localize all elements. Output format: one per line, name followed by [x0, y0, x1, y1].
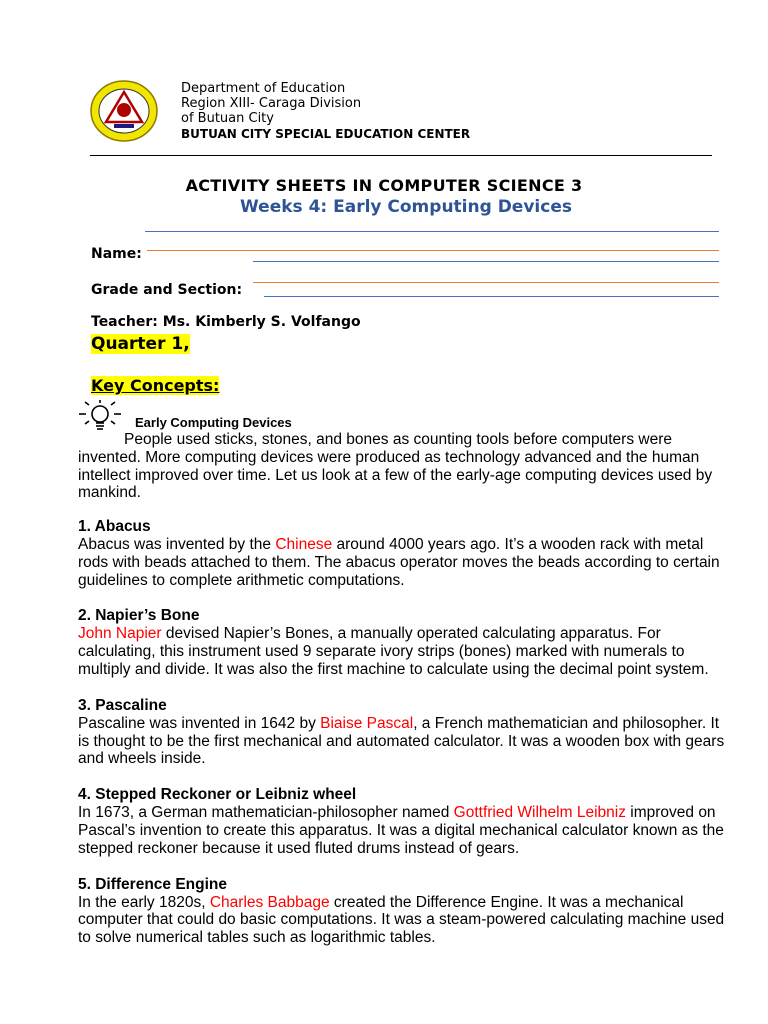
- section-body: [78, 804, 730, 857]
- body-text: , a French mathematician and philosopher. It is thought to be the first mechanical and automated calculator. It was a wooden box with gears and wheels inside.: [78, 714, 725, 768]
- quarter-text: Quarter 1,: [91, 334, 190, 354]
- body-text: In the early 1820s,: [78, 893, 210, 911]
- page-subtitle: Weeks 4: Early Computing Devices: [240, 197, 572, 217]
- grade-line-top: [253, 282, 719, 283]
- name-field[interactable]: [253, 261, 719, 262]
- section-stepped-reckoner: [78, 786, 730, 857]
- section-title: 5. Difference Engine: [78, 875, 228, 893]
- inventor-name: Chinese: [275, 536, 333, 553]
- section-body: [78, 625, 730, 678]
- topic-heading: Early Computing Devices: [135, 415, 292, 430]
- org-line-3: of Butuan City: [181, 111, 274, 126]
- org-line-1: Department of Education: [181, 81, 346, 96]
- org-line-2: Region XIII- Caraga Division: [181, 96, 362, 111]
- section-title: 3. Pascaline: [78, 696, 167, 714]
- body-text: Pascaline was invented in 1642 by: [78, 714, 321, 732]
- section-body: [78, 894, 730, 947]
- grade-section-label: Grade and Section:: [91, 282, 243, 298]
- section-title: 4. Stepped Reckoner or Leibniz wheel: [78, 786, 357, 804]
- body-text: devised Napier’s Bones, a manually operated calculating apparatus. For calculating, this instrument used 9 separate ivory strips (bones) marked with numerals to multiply and divide. It was also the first machine to calculate using the decimal point system.: [78, 625, 709, 678]
- grade-section-field[interactable]: [264, 296, 719, 297]
- school-name: BUTUAN CITY SPECIAL EDUCATION CENTER: [181, 127, 471, 141]
- inventor-name: Gottfried Wilhelm Leibniz: [453, 804, 626, 822]
- inventor-name: Biaise Pascal: [320, 714, 414, 732]
- deped-seal-logo: [90, 80, 158, 142]
- key-concepts-heading: [91, 376, 219, 395]
- name-line-top: [147, 250, 719, 251]
- section-difference-engine: [78, 876, 730, 947]
- inventor-name: John Napier: [78, 625, 162, 643]
- section-body: [78, 536, 730, 589]
- section-title: 2. Napier’s Bone: [78, 607, 200, 625]
- section-pascaline: [78, 697, 730, 768]
- body-text: Abacus was invented by the: [78, 536, 276, 553]
- name-label: Name:: [91, 246, 142, 262]
- body-text: In 1673, a German mathematician-philosopher named: [78, 804, 454, 822]
- body-text: around 4000 years ago. It’s a wooden rack with metal rods with beads attached to them. The abacus operator moves the beads according to certain guidelines to complete arithmetic computations.: [78, 536, 720, 589]
- sections-container: [78, 518, 730, 947]
- key-concepts-text: Key Concepts:: [91, 376, 220, 395]
- section-body: [78, 715, 730, 768]
- header-divider: [90, 155, 712, 156]
- page-title: ACTIVITY SHEETS IN COMPUTER SCIENCE 3: [185, 176, 583, 195]
- divider-line: [145, 231, 719, 232]
- intro-paragraph: People used sticks, stones, and bones as counting tools before computers were invented. More computing devices were produced as technology advanced and the human intellect improved over time. Let us look at a few of the early-age computing devices used by mankind.: [78, 431, 713, 502]
- section-title: 1. Abacus: [78, 518, 151, 535]
- quarter-label: [91, 334, 190, 354]
- body-text: improved on Pascal’s invention to create this apparatus. It was a digital mechanical calculator known as the stepped reckoner because it used fluted drums instead of gears.: [78, 804, 724, 857]
- teacher-line: Teacher: Ms. Kimberly S. Volfango: [91, 314, 361, 330]
- section-abacus: [78, 518, 730, 589]
- section-napiers-bone: [78, 607, 730, 678]
- inventor-name: Charles Babbage: [209, 893, 330, 911]
- body-text: created the Difference Engine. It was a mechanical computer that could do basic computations. It was a steam-powered calculating machine used to solve numerical tables such as logarithmic tables.: [78, 893, 725, 947]
